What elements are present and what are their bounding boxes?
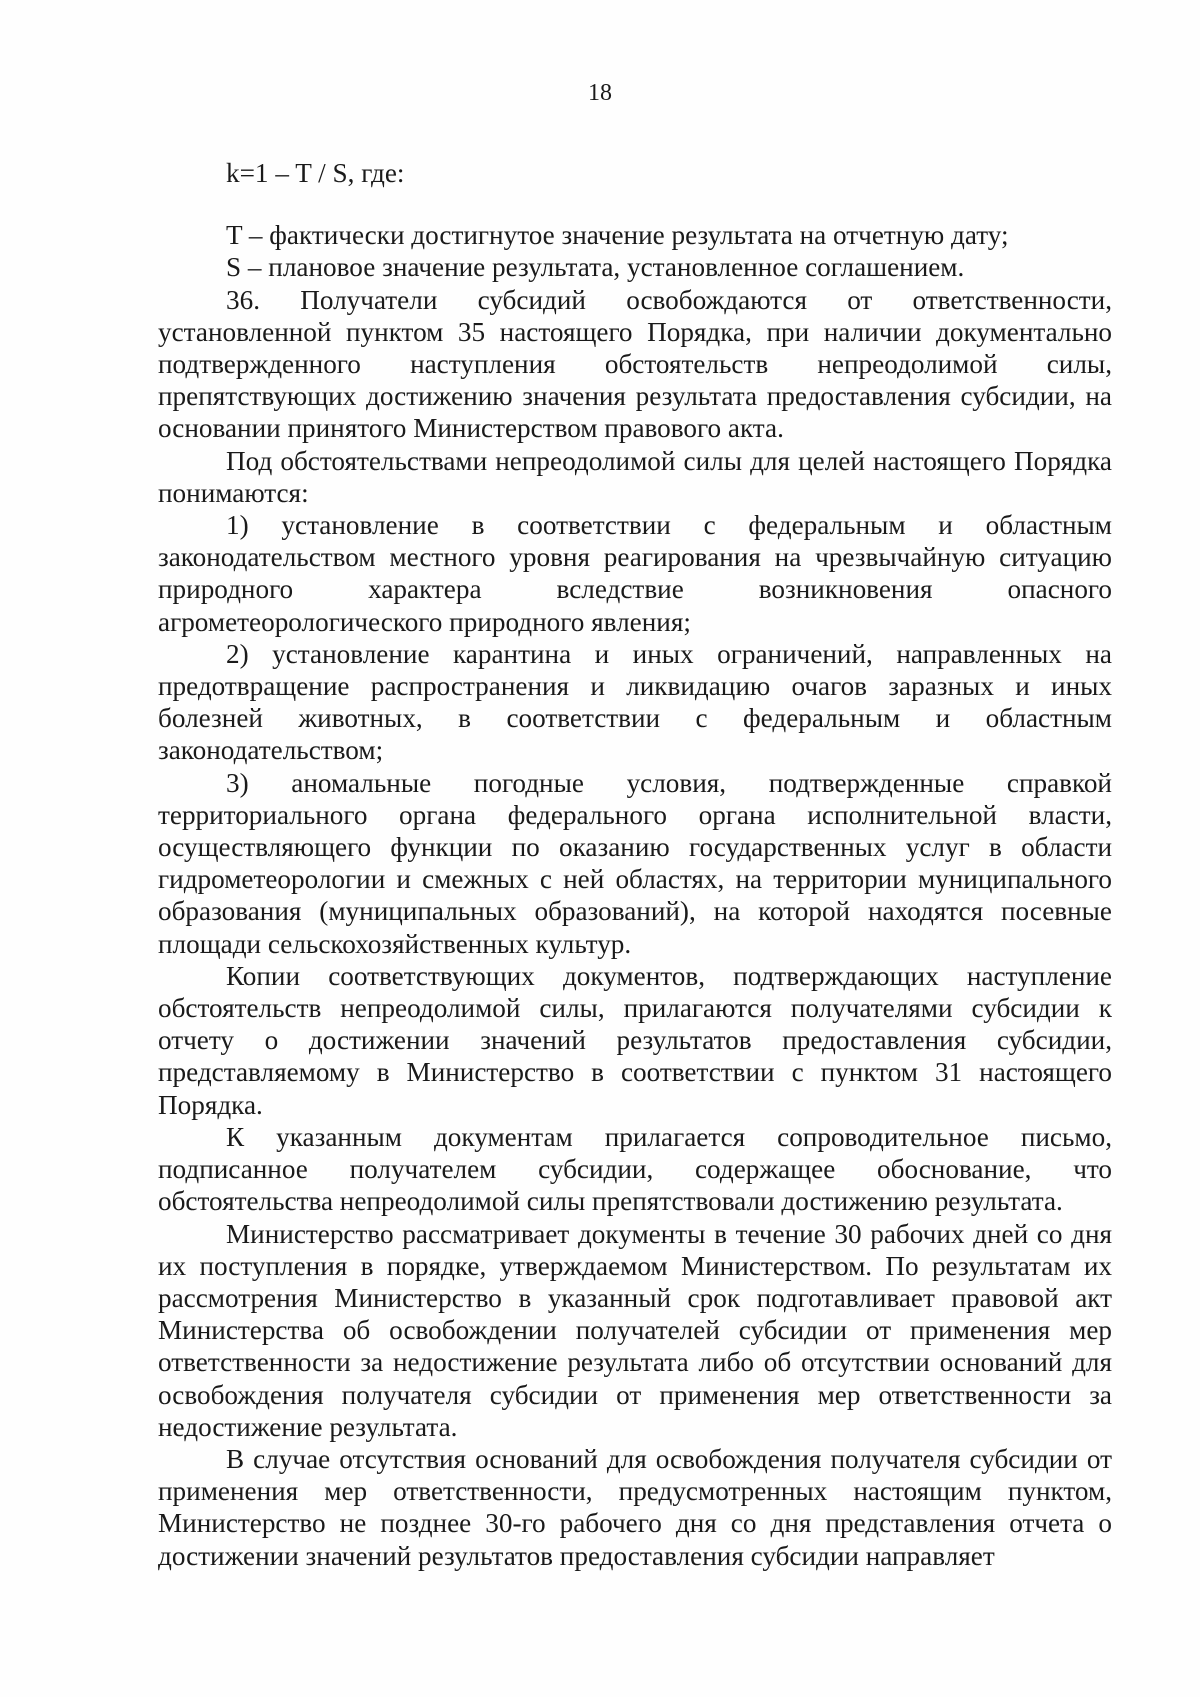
paragraph: Под обстоятельствами непреодолимой силы для целей настоящего Порядка понимаются:: [158, 445, 1112, 508]
paragraph: T – фактически достигнутое значение результата на отчетную дату;: [226, 220, 1009, 251]
paragraph: 36. Получатели субсидий освобождаются от ответственности, установленной пунктом 35 настоящего Порядка, при наличии документально подтвержденного наступления обстоятельств непреодолимой силы, препятствующих достижению значения результата предоставления субсидии, на основании принятого Министерством правового акта.: [158, 284, 1112, 444]
document-body: [158, 157, 1112, 1572]
paragraph: В случае отсутствия оснований для освобождения получателя субсидии от применения мер ответственности, предусмотренных настоящим пунктом, Министерство не позднее 30-го рабочего дня со дня представления отчета о достижении значений результатов предоставления субсидии направляет: [158, 1443, 1112, 1571]
page-number: 18: [588, 80, 612, 106]
paragraph: 2) установление карантина и иных ограничений, направленных на предотвращение распространения и ликвидацию очагов заразных и иных болезней животных, в соответствии с федеральным и областным законодательством;: [158, 638, 1112, 766]
paragraph: Копии соответствующих документов, подтверждающих наступление обстоятельств непреодолимой силы, прилагаются получателями субсидии к отчету о достижении значений результатов предоставления субсидии, представляемому в Министерство в соответствии с пунктом 31 настоящего Порядка.: [158, 960, 1112, 1120]
formula: k=1 – T / S, где:: [226, 158, 405, 188]
paragraph: 1) установление в соответствии с федеральным и областным законодательством местного уровня реагирования на чрезвычайную ситуацию природного характера вследствие возникновения опасного агрометеорологического природного явления;: [158, 510, 1112, 637]
paragraph: 3) аномальные погодные условия, подтвержденные справкой территориального органа федерального органа исполнительной власти, осуществляющего функции по оказанию государственных услуг в области гидрометеорологии и смежных с ней областях, на территории муниципального образования (муниципальных образований), на которой находятся посевные площади сельскохозяйственных культур.: [158, 767, 1112, 959]
paragraph: S – плановое значение результата, установленное соглашением.: [226, 252, 965, 283]
paragraph: Министерство рассматривает документы в течение 30 рабочих дней со дня их поступления в порядке, утверждаемом Министерством. По результатам их рассмотрения Министерство в указанный срок подготавливает правовой акт Министерства об освобождении получателей субсидии от применения мер ответственности за недостижение результата либо об отсутствии оснований для освобождения получателя субсидии от применения мер ответственности за недостижение результата.: [158, 1218, 1112, 1442]
paragraph: К указанным документам прилагается сопроводительное письмо, подписанное получателем субсидии, содержащее обоснование, что обстоятельства непреодолимой силы препятствовали достижению результата.: [158, 1121, 1112, 1217]
